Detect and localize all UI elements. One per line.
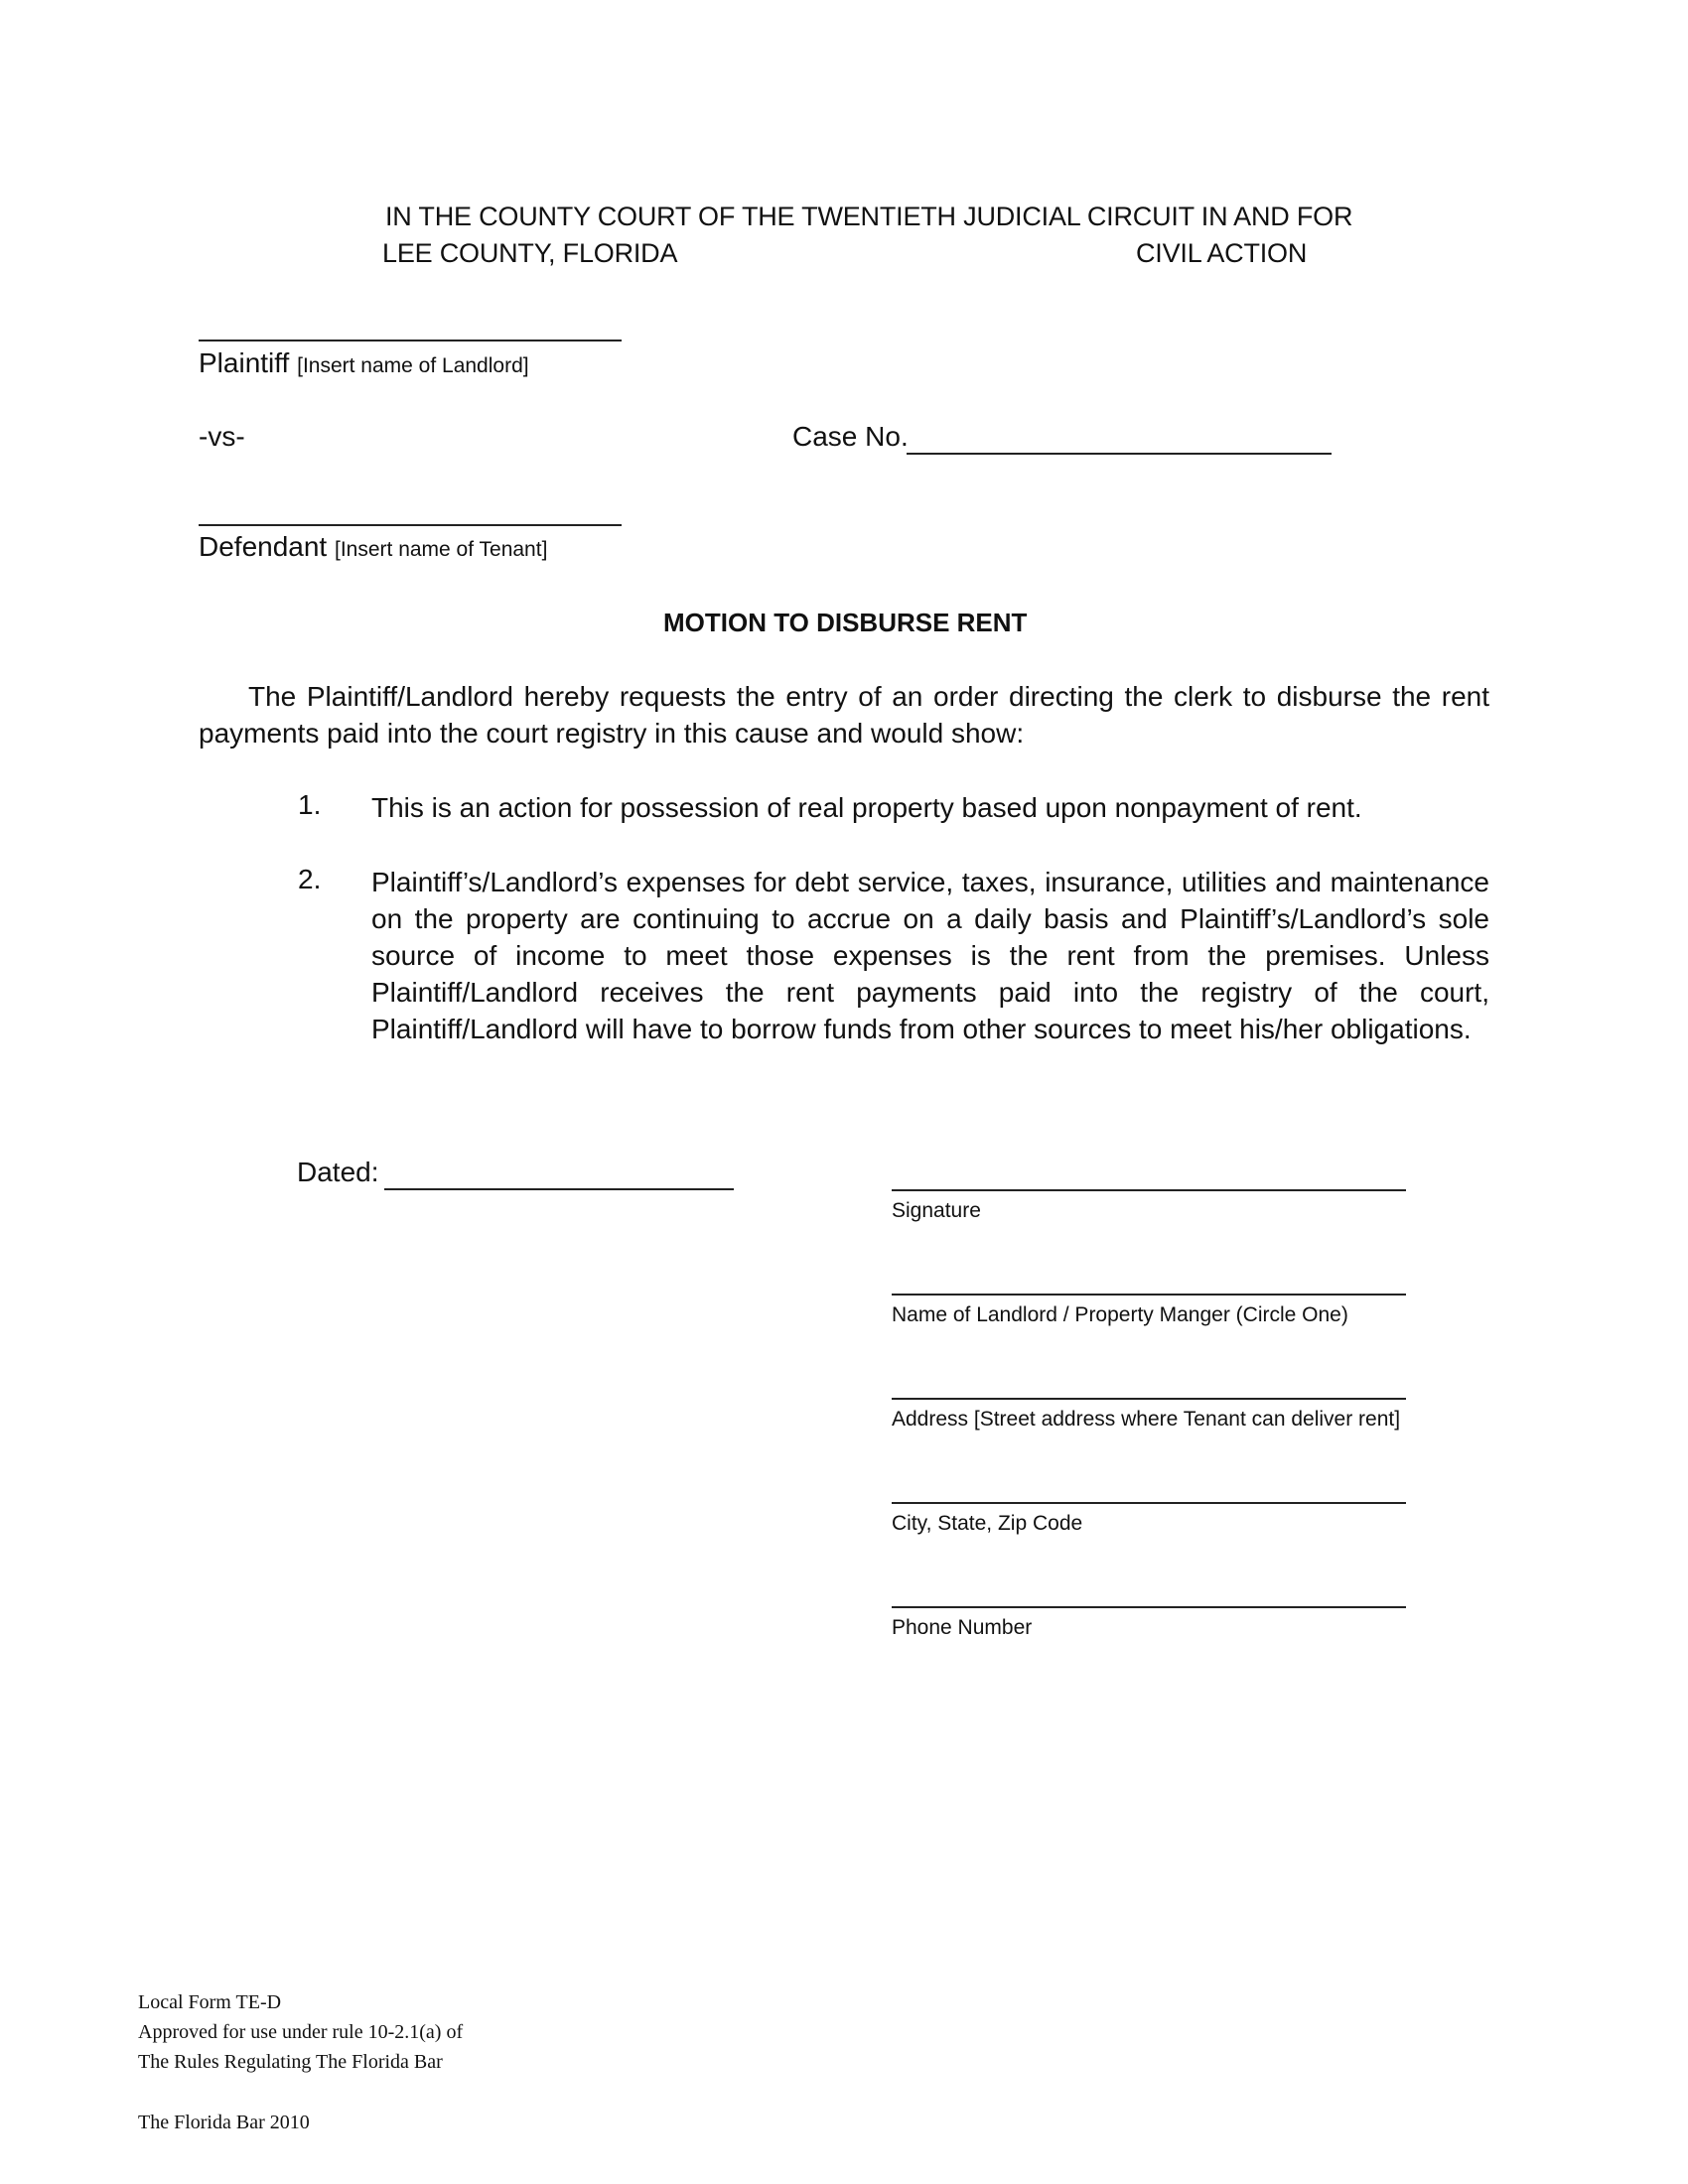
defendant-hint: [Insert name of Tenant] bbox=[335, 538, 548, 561]
signature-line[interactable] bbox=[892, 1189, 1406, 1191]
city-state-zip-line[interactable] bbox=[892, 1502, 1406, 1504]
item-2-text: Plaintiff’s/Landlord’s expenses for debt service, taxes, insurance, utilities and maintenance on the property are continuing to accrue on a daily basis and Plaintiff’s/Landlord’s sole source of income to meet those expenses is the rent from the premises. Unless Plaintiff/Landlord receives the rent payments paid into the registry of the court, Plaintiff/Landlord will have to borrow funds from other sources to meet his/her obligations. bbox=[371, 867, 1489, 1044]
court-header-county: LEE COUNTY, FLORIDA bbox=[382, 238, 678, 268]
footer-rules-title: The Rules Regulating The Florida Bar bbox=[138, 2051, 443, 2073]
phone-number-line[interactable] bbox=[892, 1606, 1406, 1608]
defendant-caption bbox=[199, 531, 547, 563]
dated-line[interactable] bbox=[384, 1188, 734, 1190]
document-title: MOTION TO DISBURSE RENT bbox=[663, 608, 1028, 637]
address-label: Address [Street address where Tenant can deliver rent] bbox=[892, 1408, 1401, 1431]
plaintiff-caption bbox=[199, 347, 529, 379]
phone-number-label: Phone Number bbox=[892, 1616, 1033, 1639]
intro-paragraph: The Plaintiff/Landlord hereby requests the entry of an order directing the clerk to disburse the rent payments paid into the court registry in this cause and would show: bbox=[199, 681, 1489, 749]
defendant-label: Defendant bbox=[199, 531, 328, 562]
plaintiff-label: Plaintiff bbox=[199, 347, 290, 378]
footer-approval bbox=[138, 1987, 463, 2077]
plaintiff-name-line[interactable] bbox=[199, 340, 622, 341]
defendant-name-line[interactable] bbox=[199, 524, 622, 526]
plaintiff-hint: [Insert name of Landlord] bbox=[297, 354, 529, 377]
item-1-text: This is an action for possession of real property based upon nonpayment of rent. bbox=[371, 792, 1362, 823]
landlord-name-line[interactable] bbox=[892, 1294, 1406, 1296]
case-number-label: Case No. bbox=[792, 421, 909, 452]
dated-label: Dated: bbox=[297, 1157, 379, 1187]
footer-form-id: Local Form TE-D bbox=[138, 1991, 282, 2013]
item-1-number: 1. bbox=[298, 789, 322, 820]
landlord-name-label: Name of Landlord / Property Manger (Circle One) bbox=[892, 1303, 1348, 1326]
signature-label: Signature bbox=[892, 1199, 981, 1222]
court-header-line1: IN THE COUNTY COURT OF THE TWENTIETH JUDICIAL CIRCUIT IN AND FOR bbox=[385, 202, 1353, 231]
versus-label: -vs- bbox=[199, 421, 245, 452]
court-header-civil-action: CIVIL ACTION bbox=[1136, 238, 1308, 268]
footer-copyright: The Florida Bar 2010 bbox=[138, 2112, 310, 2133]
item-2-number: 2. bbox=[298, 864, 322, 894]
city-state-zip-label: City, State, Zip Code bbox=[892, 1512, 1083, 1535]
case-number-line[interactable] bbox=[907, 453, 1332, 455]
address-line[interactable] bbox=[892, 1398, 1406, 1400]
footer-approval-rule: Approved for use under rule 10-2.1(a) of bbox=[138, 2021, 464, 2043]
